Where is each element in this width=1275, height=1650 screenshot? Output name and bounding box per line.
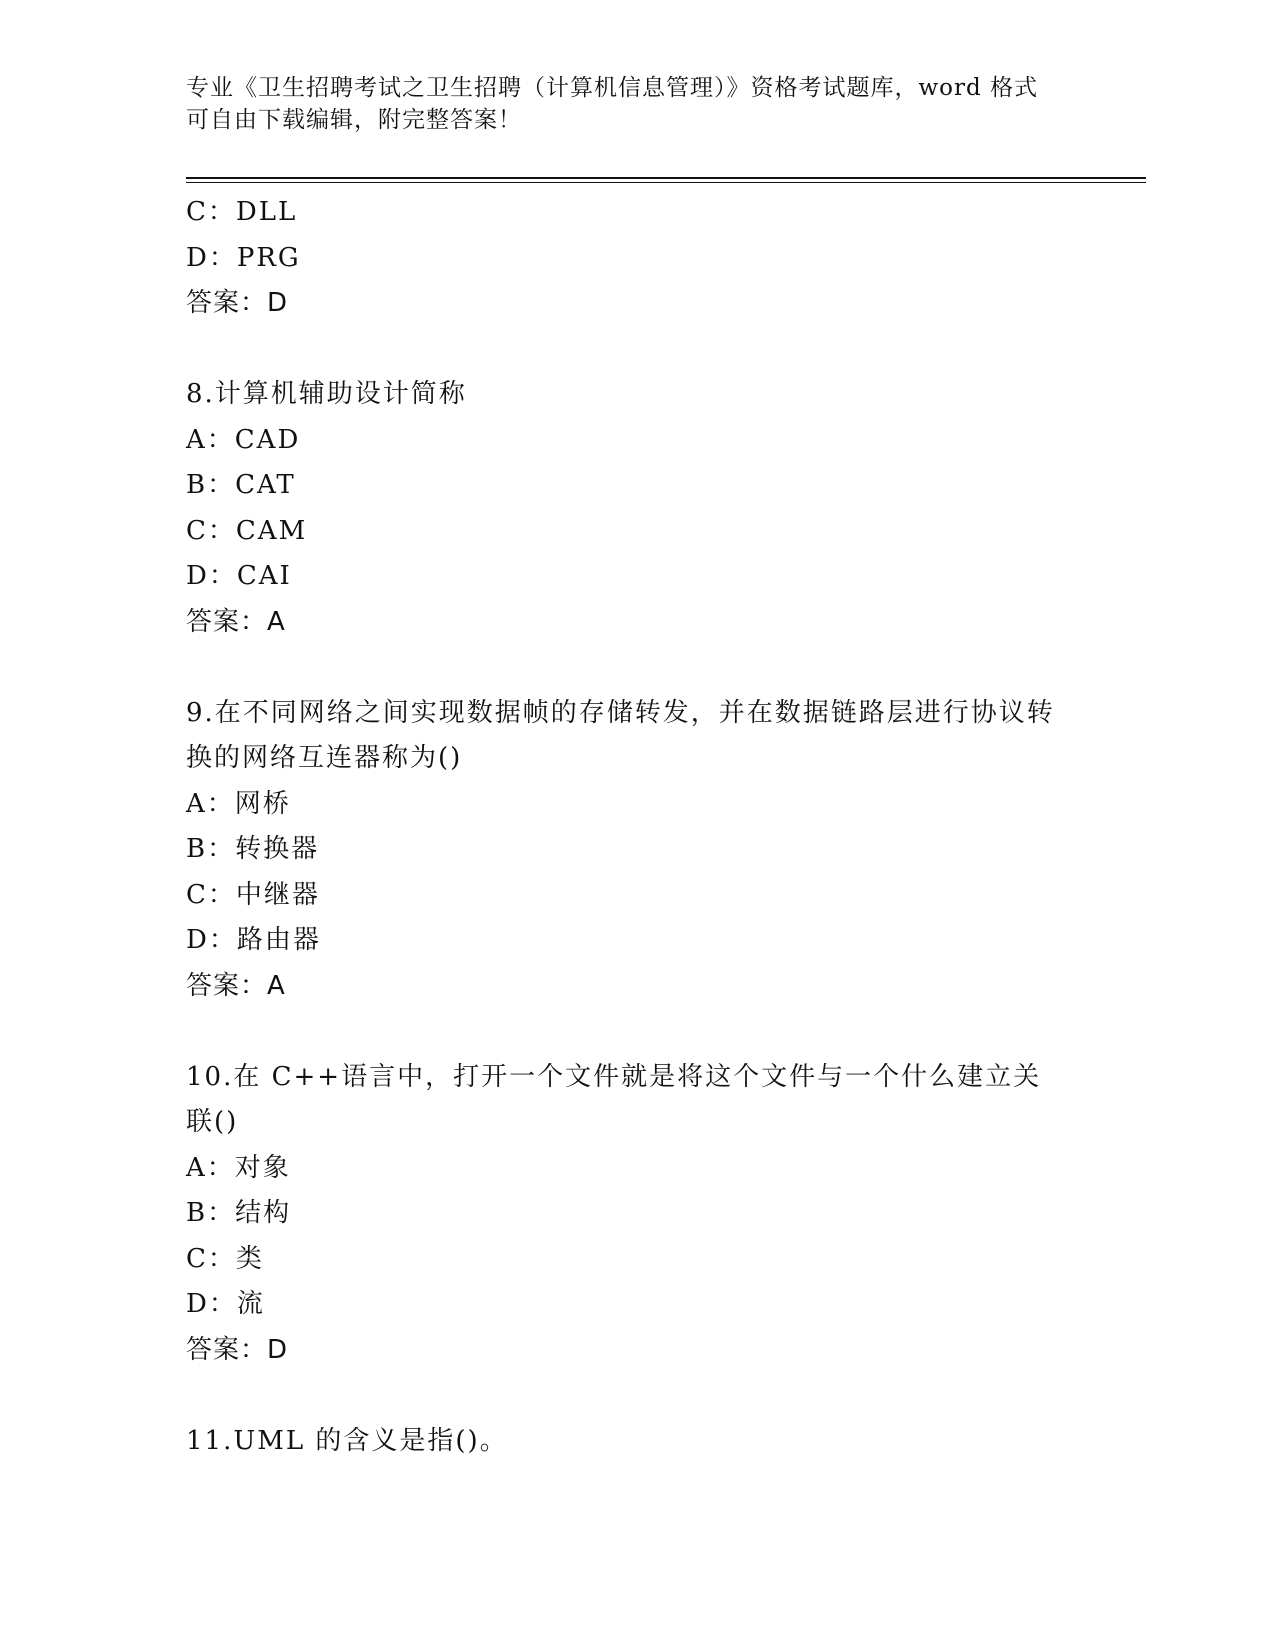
question-stem: 11.UML 的含义是指()。 bbox=[186, 1425, 508, 1456]
answer-line: 答案：A bbox=[186, 970, 286, 1001]
question-stem: 10.在 C++语言中，打开一个文件就是将这个文件与一个什么建立关联() bbox=[186, 1061, 1042, 1137]
spacer bbox=[186, 327, 1066, 373]
option-d: D：路由器 bbox=[186, 925, 321, 955]
question-8 bbox=[186, 372, 1066, 645]
header-rule-thick bbox=[186, 177, 1146, 179]
question-stem: 9.在不同网络之间实现数据帧的存储转发，并在数据链路层进行协议转换的网络互连器称为() bbox=[186, 697, 1055, 773]
option-a: A：CAD bbox=[186, 424, 301, 455]
option-c: C：中继器 bbox=[186, 879, 320, 910]
question-stem: 8.计算机辅助设计简称 bbox=[186, 379, 467, 409]
option-d: D：CAI bbox=[186, 561, 292, 591]
answer-line: 答案：A bbox=[186, 606, 286, 637]
option-c: C：类 bbox=[186, 1243, 264, 1274]
spacer bbox=[186, 1373, 1066, 1419]
option-d: D：PRG bbox=[186, 242, 301, 273]
question-9 bbox=[186, 691, 1066, 1010]
option-c: C：DLL bbox=[186, 197, 298, 227]
question-10 bbox=[186, 1055, 1066, 1374]
question-list bbox=[186, 190, 1066, 1464]
spacer bbox=[186, 1009, 1066, 1055]
spacer bbox=[186, 645, 1066, 691]
question-11 bbox=[186, 1419, 1066, 1465]
document-header: 专业《卫生招聘考试之卫生招聘（计算机信息管理）》资格考试题库，word 格式可自由下载编辑，附完整答案！ bbox=[186, 75, 1039, 133]
header-rule-thin bbox=[186, 182, 1146, 183]
option-c: C：CAM bbox=[186, 515, 308, 546]
option-b: B：CAT bbox=[186, 470, 296, 500]
option-d: D：流 bbox=[186, 1289, 265, 1319]
option-a: A：对象 bbox=[186, 1152, 291, 1183]
option-b: B：转换器 bbox=[186, 834, 320, 864]
option-b: B：结构 bbox=[186, 1198, 292, 1228]
option-a: A：网桥 bbox=[186, 788, 291, 819]
question-7-tail bbox=[186, 190, 1066, 327]
answer-line: 答案：D bbox=[186, 288, 289, 318]
answer-line: 答案：D bbox=[186, 1334, 289, 1365]
